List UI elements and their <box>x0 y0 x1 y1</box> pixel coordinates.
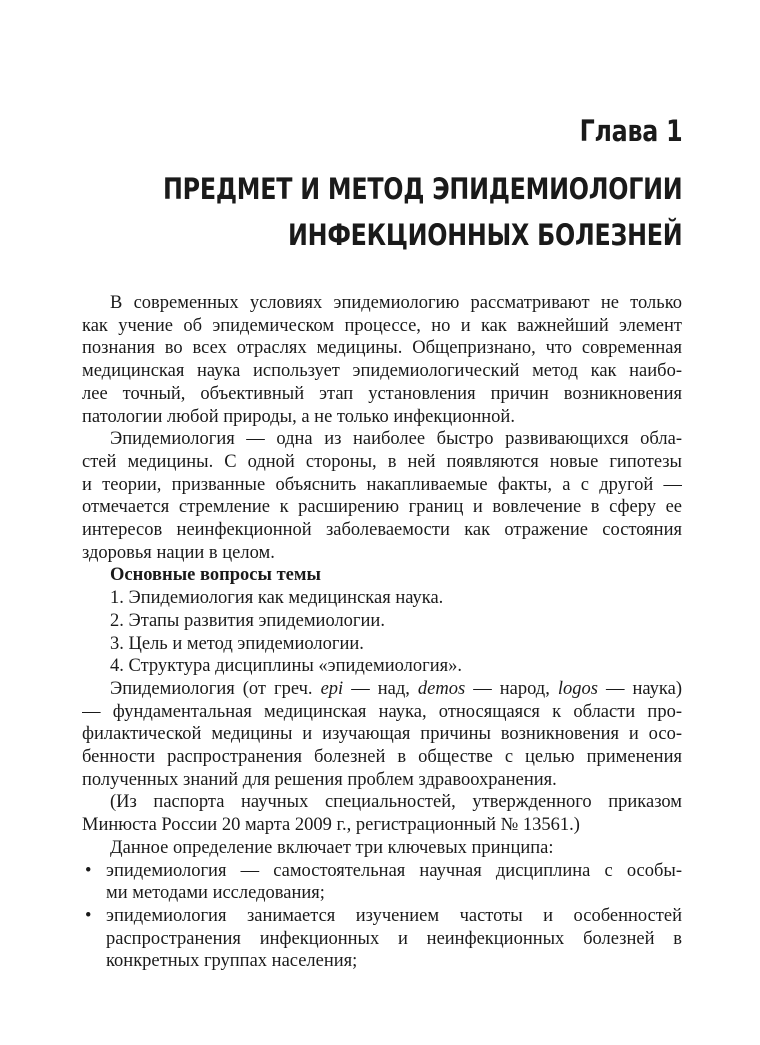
greek-term: logos <box>557 678 598 699</box>
text-line: эпидемиология — самостоятельная научная дисциплина с особы- <box>106 860 682 881</box>
text-line: стей медицины. С одной стороны, в ней появляются новые гипотезы <box>82 451 682 472</box>
paragraph <box>82 292 682 428</box>
text-line: бенности распространения болезней в обществе с целью применения <box>82 747 682 768</box>
text-line: интересов неинфекционной заболеваемости как отражение состояния <box>82 520 682 541</box>
text-line: лее точный, объективный этап установления причин возникновения <box>82 383 682 404</box>
text-line: эпидемиология занимается изучением частоты и особенностей <box>106 905 682 926</box>
document-page <box>82 0 682 1045</box>
text-line: здоровья нации в целом. <box>82 542 275 563</box>
text-line: отмечается стремление к расширению границ и вовлечение в сферу ее <box>82 497 682 518</box>
text-line: как учение об эпидемическом процессе, но и как важнейший элемент <box>82 315 682 336</box>
text-line: и теории, призванные объяснить накапливаемые факты, а с другой — <box>82 474 682 495</box>
definition-paragraph <box>82 678 682 792</box>
list-item: 1. Эпидемиология как медицинская наука. <box>110 588 444 609</box>
chapter-title <box>163 166 682 258</box>
text-run: — народ, <box>465 678 558 699</box>
text-line: ми методами исследования; <box>106 883 325 904</box>
section-subheading: Основные вопросы темы <box>110 565 321 586</box>
text-line: филактической медицины и изучающая причины возникновения и осо- <box>82 724 682 745</box>
bullet-icon: • <box>85 905 92 926</box>
text-run: — над, <box>343 678 418 699</box>
text-line: полученных знаний для решения проблем здравоохранения. <box>82 769 557 790</box>
text-line <box>82 678 682 701</box>
bullet-item <box>82 905 682 973</box>
text-line: (Из паспорта научных специальностей, утвержденного приказом <box>110 792 682 813</box>
text-line: медицинская наука использует эпидемиологический метод как наибо- <box>82 361 682 382</box>
text-line: распространения инфекционных и неинфекционных болезней в <box>106 928 682 949</box>
text-run: — наука) <box>597 678 682 699</box>
list-item: 2. Этапы развития эпидемиологии. <box>110 610 385 631</box>
text-line: конкретных группах населения; <box>106 951 358 972</box>
text-line: Данное определение включает три ключевых принципа: <box>110 837 554 858</box>
text-run: Эпидемиология (от греч. <box>110 678 321 699</box>
greek-term: epi <box>320 678 344 699</box>
body-text <box>82 292 682 973</box>
bullet-icon: • <box>85 860 92 881</box>
bullet-item <box>82 860 682 905</box>
text-line: познания во всех отраслях медицины. Общепризнано, что современная <box>82 338 682 359</box>
paragraph <box>82 428 682 564</box>
list-item: 3. Цель и метод эпидемиологии. <box>110 633 364 654</box>
bullet-text <box>106 905 682 973</box>
greek-term: demos <box>417 678 466 699</box>
text-line: В современных условиях эпидемиологию рассматривают не только <box>110 293 682 313</box>
bullet-text <box>106 860 682 905</box>
text-line: — фундаментальная медицинская наука, относящаяся к области про- <box>82 701 682 722</box>
chapter-title-line: ИНФЕКЦИОННЫХ БОЛЕЗНЕЙ <box>287 218 682 252</box>
text-line: Минюста России 20 марта 2009 г., регистрационный № 13561.) <box>82 815 580 836</box>
text-line: патологии любой природы, а не только инфекционной. <box>82 406 515 427</box>
list-item: 4. Структура дисциплины «эпидемиология». <box>110 656 462 677</box>
text-line: Эпидемиология — одна из наиболее быстро развивающихся обла- <box>110 429 682 450</box>
principles <box>82 837 682 973</box>
chapter-label: Глава 1 <box>579 114 682 148</box>
chapter-title-line: ПРЕДМЕТ И МЕТОД ЭПИДЕМИОЛОГИИ <box>162 172 682 206</box>
topic-questions <box>82 564 682 678</box>
source-note <box>82 791 682 836</box>
